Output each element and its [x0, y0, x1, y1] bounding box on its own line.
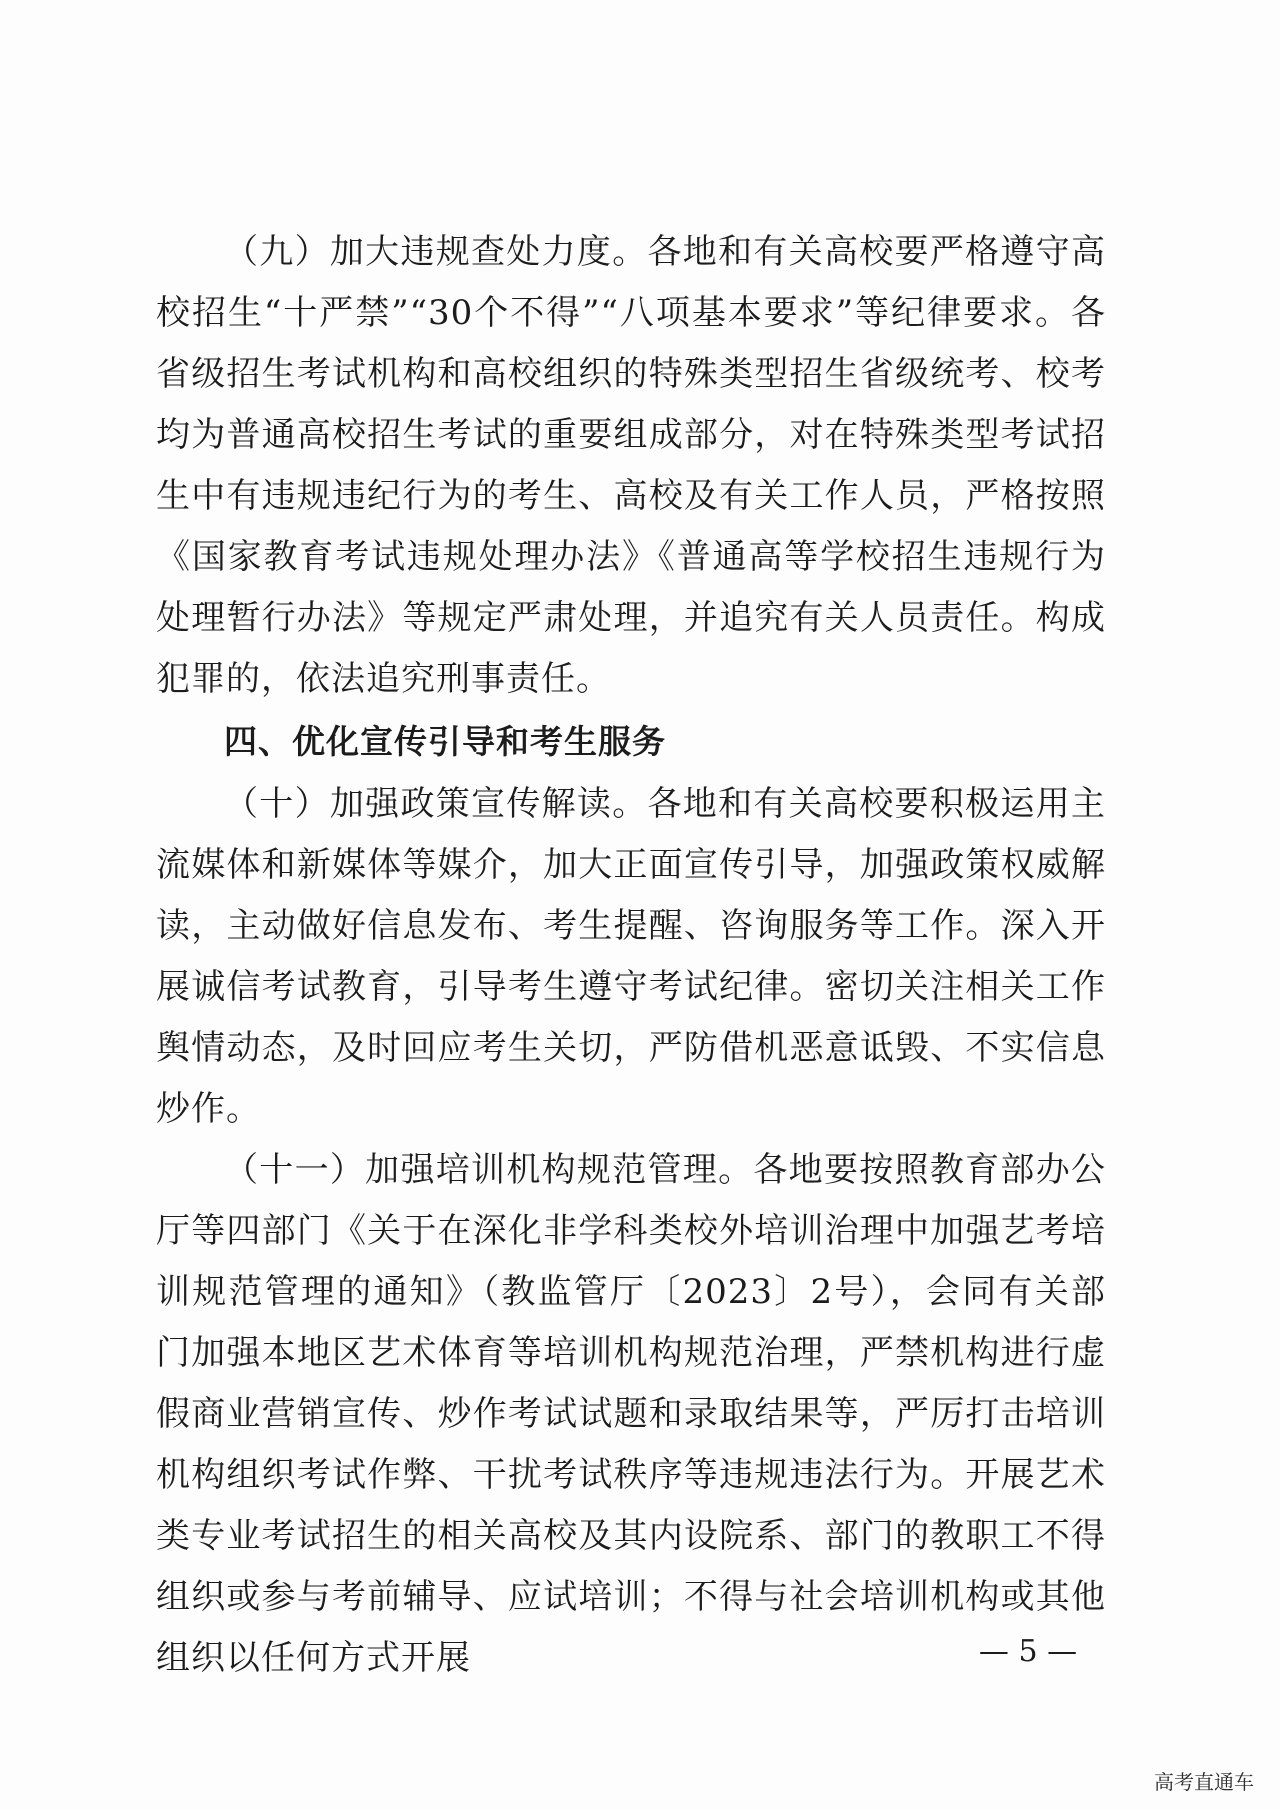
paragraph-11: （十一）加强培训机构规范管理。各地要按照教育部办公厅等四部门《关于在深化非学科类校外培训治理中加强艺考培训规范管理的通知》（教监管厅〔2023〕2号），会同有关部门加强本地区艺术体育等培训机构规范治理，严禁机构进行虚假商业营销宣传、炒作考试试题和录取结果等，严厉打击培训机构组织考试作弊、干扰考试秩序等违规违法行为。开展艺术类专业考试招生的相关高校及其内设院系、部门的教职工不得组织或参与考前辅导、应试培训；不得与社会培训机构或其他组织以任何方式开展 — [156, 1150, 1106, 1678]
section-heading-4: 四、优化宣传引导和考生服务 — [224, 722, 666, 761]
watermark-text: 高考直通车 — [1154, 1770, 1254, 1794]
document-body — [156, 222, 1106, 1689]
page-number: — 5 — — [978, 1634, 1078, 1669]
paragraph-10: （十）加强政策宣传解读。各地和有关高校要积极运用主流媒体和新媒体等媒介，加大正面宣传引导，加强政策权威解读，主动做好信息发布、考生提醒、咨询服务等工作。深入开展诚信考试教育，引导考生遵守考试纪律。密切关注相关工作舆情动态，及时回应考生关切，严防借机恶意诋毁、不实信息炒作。 — [156, 784, 1106, 1129]
paragraph-9: （九）加大违规查处力度。各地和有关高校要严格遵守高校招生“十严禁”“30个不得”“八项基本要求”等纪律要求。各省级招生考试机构和高校组织的特殊类型招生省级统考、校考均为普通高校招生考试的重要组成部分，对在特殊类型考试招生中有违规违纪行为的考生、高校及有关工作人员，严格按照《国家教育考试违规处理办法》《普通高等学校招生违规行为处理暂行办法》等规定严肃处理，并追究有关人员责任。构成犯罪的，依法追究刑事责任。 — [156, 232, 1106, 699]
